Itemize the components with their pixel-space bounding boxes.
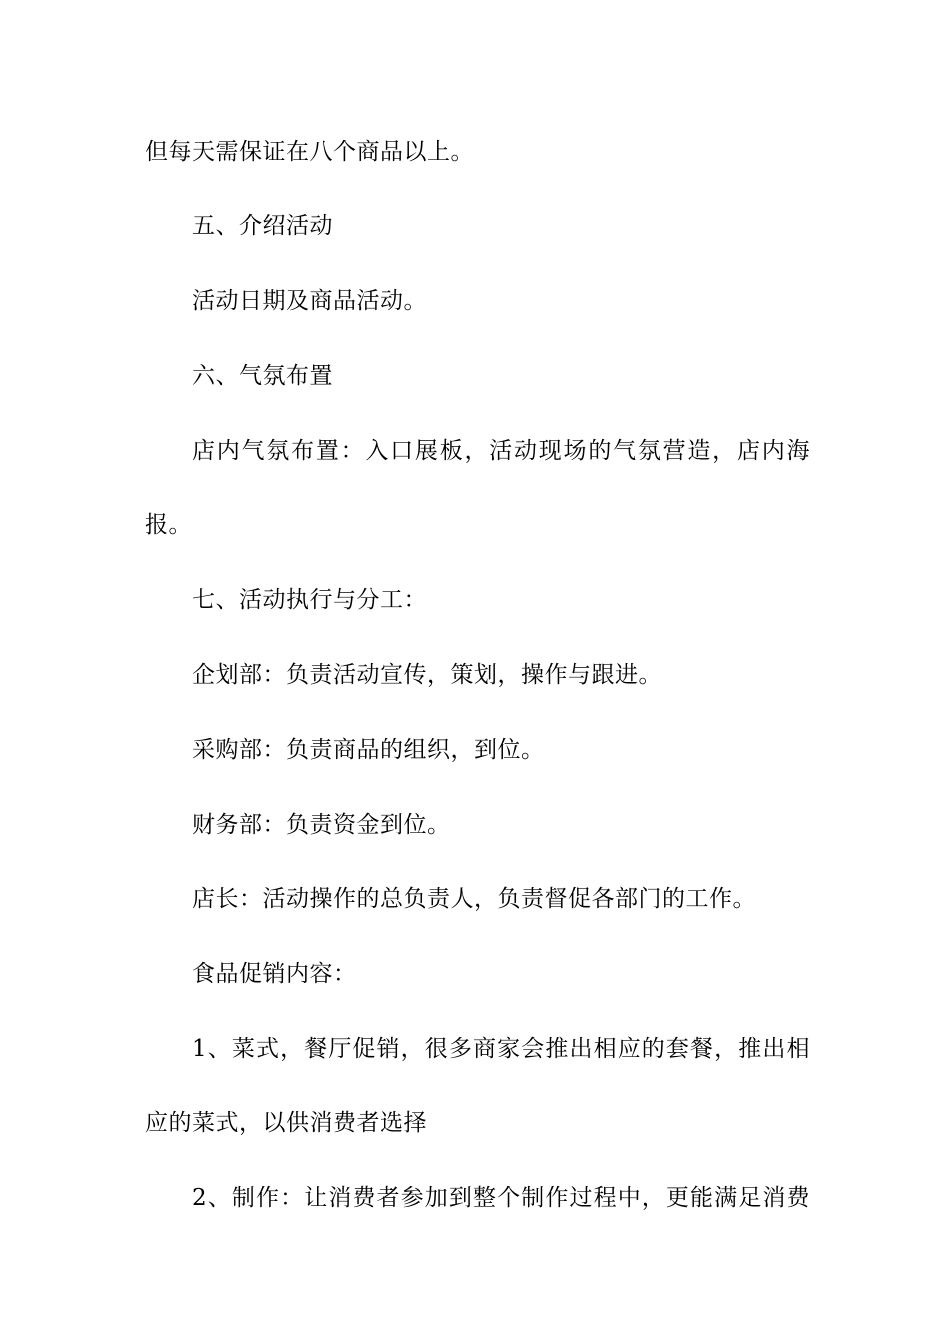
paragraph-line: 财务部：负责资金到位。: [192, 812, 451, 838]
paragraph-line: 报。: [145, 512, 192, 538]
paragraph-line: 2、制作：让消费者参加到整个制作过程中，更能满足消费: [192, 1185, 810, 1211]
paragraph-line: 1、菜式，餐厅促销，很多商家会推出相应的套餐，推出相: [192, 1036, 810, 1062]
paragraph-line: 活动日期及商品活动。: [192, 288, 427, 314]
paragraph-line: 企划部：负责活动宣传，策划，操作与跟进。: [192, 662, 662, 688]
paragraph-line: 采购部：负责商品的组织，到位。: [192, 737, 545, 763]
paragraph-line: 应的菜式，以供消费者选择: [145, 1110, 427, 1136]
section-heading: 六、气氛布置: [192, 363, 333, 389]
section-heading: 七、活动执行与分工：: [192, 587, 427, 613]
paragraph-line: 店内气氛布置：入口展板，活动现场的气氛营造，店内海: [192, 438, 810, 464]
paragraph-line: 食品促销内容：: [192, 961, 357, 987]
paragraph-line: 店长：活动操作的总负责人，负责督促各部门的工作。: [192, 886, 756, 912]
paragraph-line: 但每天需保证在八个商品以上。: [145, 139, 474, 165]
section-heading: 五、介绍活动: [192, 213, 333, 239]
